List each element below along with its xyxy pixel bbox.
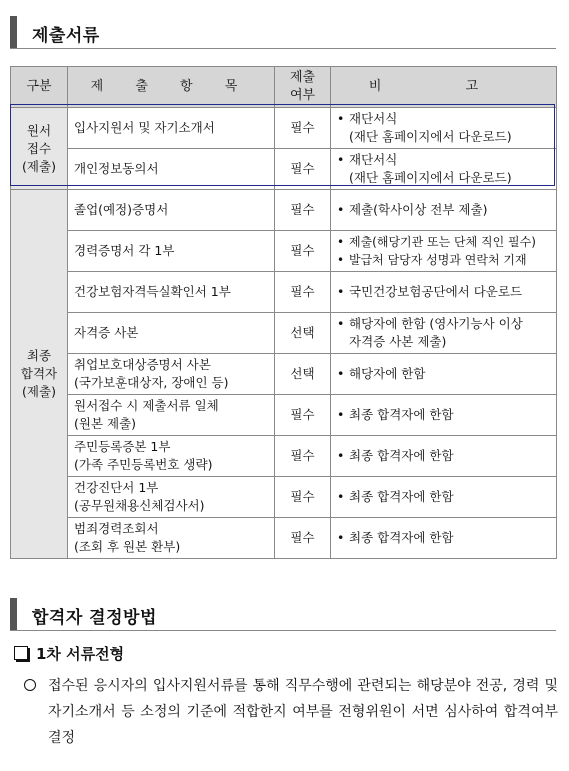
section-title: 합격자 결정방법 xyxy=(32,608,157,628)
table-row xyxy=(11,518,557,559)
submit-cell: 필수 xyxy=(275,190,331,231)
section-header-documents xyxy=(10,16,556,48)
selection-paragraph xyxy=(24,673,558,751)
subheading: 1차 서류전형 xyxy=(14,643,124,664)
header-category: 구분 xyxy=(11,67,68,108)
submit-cell: 필수 xyxy=(275,395,331,436)
submit-cell: 필수 xyxy=(275,436,331,477)
submit-cell: 필수 xyxy=(275,108,331,149)
note-cell: • 해당자에 한함 (영사기능사 이상 자격증 사본 제출) xyxy=(331,313,557,354)
note-cell: • 국민건강보험공단에서 다운로드 xyxy=(331,272,557,313)
item-cell: 주민등록증본 1부 (가족 주민등록번호 생략) xyxy=(68,436,275,477)
item-cell: 범죄경력조회서 (조회 후 원본 환부) xyxy=(68,518,275,559)
note-cell: • 최종 합격자에 한함 xyxy=(331,395,557,436)
item-cell: 개인정보동의서 xyxy=(68,149,275,190)
note-cell: • 최종 합격자에 한함 xyxy=(331,477,557,518)
table-row xyxy=(11,272,557,313)
table-header-row xyxy=(11,67,557,108)
table-row xyxy=(11,436,557,477)
table-row xyxy=(11,477,557,518)
submit-cell: 필수 xyxy=(275,477,331,518)
table-row xyxy=(11,395,557,436)
item-cell: 취업보호대상증명서 사본 (국가보훈대상자, 장애인 등) xyxy=(68,354,275,395)
submit-cell: 선택 xyxy=(275,354,331,395)
category-application: 원서 접수 (제출) xyxy=(11,108,68,190)
item-cell: 건강진단서 1부 (공무원채용신체검사서) xyxy=(68,477,275,518)
note-cell: • 제출(학사이상 전부 제출) xyxy=(331,190,557,231)
table-row xyxy=(11,231,557,272)
submit-cell: 필수 xyxy=(275,231,331,272)
checkbox-square-icon xyxy=(14,646,28,660)
item-cell: 자격증 사본 xyxy=(68,313,275,354)
paragraph-text: 접수된 응시자의 입사지원서류를 통해 직무수행에 관련되는 해당분야 전공, 경력 및 자기소개서 등 소정의 기준에 적합한지 여부를 전형위원이 서면 심사하여 합격여부 결정 xyxy=(48,678,558,746)
section-bar xyxy=(10,598,17,630)
submit-cell: 필수 xyxy=(275,272,331,313)
section-title: 제출서류 xyxy=(32,26,100,46)
section-divider xyxy=(10,630,556,631)
table-row xyxy=(11,190,557,231)
section-header-selection xyxy=(10,598,556,630)
note-cell: • 재단서식 (재단 홈페이지에서 다운로드) xyxy=(331,149,557,190)
note-cell: • 최종 합격자에 한함 xyxy=(331,518,557,559)
table-row xyxy=(11,108,557,149)
table-row xyxy=(11,354,557,395)
item-cell: 입사지원서 및 자기소개서 xyxy=(68,108,275,149)
category-final: 최종 합격자 (제출) xyxy=(11,190,68,559)
item-cell: 건강보험자격득실확인서 1부 xyxy=(68,272,275,313)
section-bar xyxy=(10,16,17,48)
item-cell: 원서접수 시 제출서류 일체 (원본 제출) xyxy=(68,395,275,436)
table-row xyxy=(11,313,557,354)
circle-bullet-icon xyxy=(24,679,36,691)
section-divider xyxy=(10,48,556,49)
item-cell: 졸업(예정)증명서 xyxy=(68,190,275,231)
header-item: 제 출 항 목 xyxy=(68,67,275,108)
note-cell: • 제출(해당기관 또는 단체 직인 필수) • 발급처 담당자 성명과 연락처 기재 xyxy=(331,231,557,272)
submit-cell: 선택 xyxy=(275,313,331,354)
note-cell: • 해당자에 한함 xyxy=(331,354,557,395)
header-note: 비 고 xyxy=(331,67,557,108)
note-cell: • 재단서식 (재단 홈페이지에서 다운로드) xyxy=(331,108,557,149)
submit-cell: 필수 xyxy=(275,518,331,559)
table-row xyxy=(11,149,557,190)
submit-cell: 필수 xyxy=(275,149,331,190)
documents-table xyxy=(10,66,557,559)
header-submit: 제출 여부 xyxy=(275,67,331,108)
note-cell: • 최종 합격자에 한함 xyxy=(331,436,557,477)
item-cell: 경력증명서 각 1부 xyxy=(68,231,275,272)
